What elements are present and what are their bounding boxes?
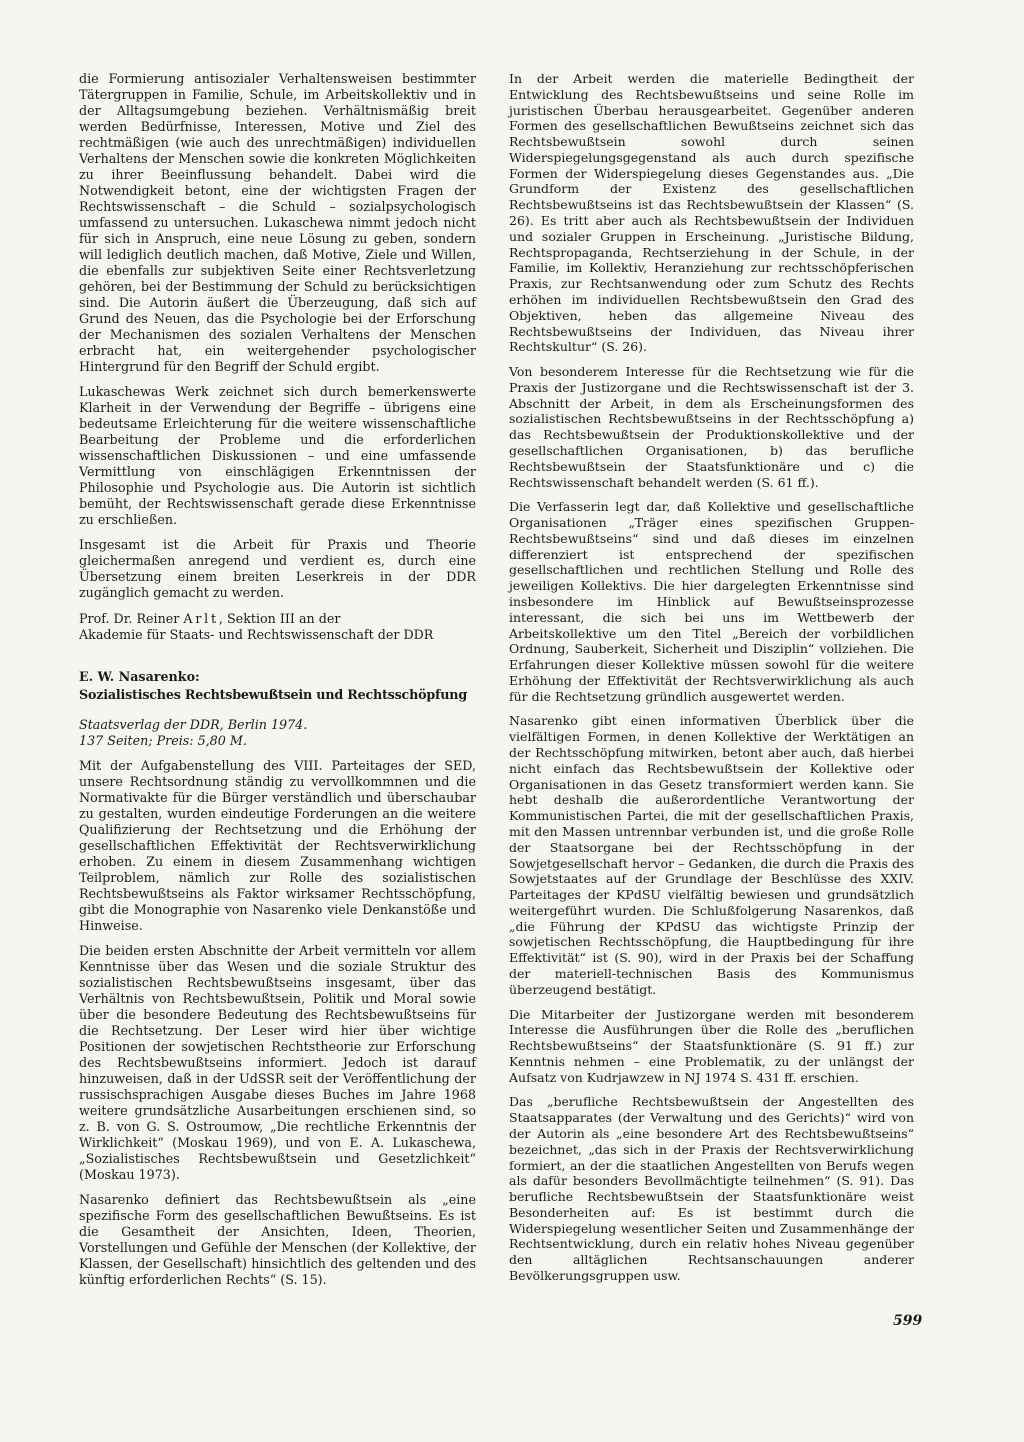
signature-prefix: Prof. Dr. Reiner bbox=[79, 610, 184, 626]
signature-suffix: , Sektion III an der bbox=[218, 610, 341, 626]
paragraph: Mit der Aufgabenstellung des VIII. Parteitages der SED, unsere Rechtsordnung ständig zu vervollkommnen und die Normativakte für die Bürger verständlich und überschaubar zu gestalten, wurden eindeutige Forderungen an die weitere Qualifizierung der Rechtsetzung und die Erhöhung der gesellschaftlichen Effektivität der Rechtsverwirklichung erhoben. Zu einem in diesem Zusammenhang wichtigen Teilproblem, nämlich zur Rolle des sozialistischen Rechtsbewußtseins als Faktor wirksamer Rechtsschöpfung, gibt die Monographie von Nasarenko viele Denkanstöße und Hinweise. bbox=[79, 757, 476, 933]
paragraph: Insgesamt ist die Arbeit für Praxis und Theorie gleichermaßen anregend und verdient es, durch eine Übersetzung einem breiten Leserkreis in der DDR zugänglich gemacht zu werden. bbox=[79, 537, 476, 601]
paragraph: Nasarenko gibt einen informativen Überblick über die vielfältigen Formen, in denen Kollektive der Werktätigen an der Rechtsschöpfung mitwirken, betont aber auch, daß hierbei nicht einfach das Rechtsbewußtsein der Kollektive oder Organisationen in das Gesetz transformiert werden kann. Sie hebt deshalb die außerordentliche Verantwortung der Kommunistischen Partei, die mit der gesellschaftlichen Praxis, mit den Massen untrennbar verbunden ist, und die große Rolle der Staatsorgane bei der Rechtsschöpfung in der Sowjetgesellschaft hervor – Gedanken, die durch die Praxis des Sowjetstaates auf der Grundlage der Beschlüsse des XXIV. Parteitages der KPdSU vielfältig bewiesen und grundsätzlich weitergeführt wurden. Die Schlußfolgerung Nasarenkos, daß „die Führung der KPdSU das wichtigste Prinzip der sowjetischen Rechtsschöpfung, die Hauptbedingung für ihre Effektivität“ ist (S. 90), wird in der Praxis bei der Schaffung der materiell-technischen Basis des Kommunismus überzeugend bestätigt. bbox=[509, 713, 914, 997]
publisher: Staatsverlag der DDR, Berlin 1974. bbox=[79, 716, 308, 732]
signature-name: Arlt bbox=[183, 610, 219, 626]
left-column bbox=[79, 71, 476, 1297]
paragraph: Nasarenko definiert das Rechtsbewußtsein als „eine spezifische Form des gesellschaftlichen Bewußtseins. Es ist die Gesamtheit der Ansichten, Ideen, Theorien, Vorstellungen und Gefühle der Menschen (der Kollektive, der Klassen, der Gesellschaft) hinsichtlich des geltenden und des künftig erforderlichen Rechts“ (S. 15). bbox=[79, 1192, 476, 1288]
paragraph: Das „berufliche Rechtsbewußtsein der Angestellten des Staatsapparates (der Verwaltung und des Gerichts)“ wird von der Autorin als „eine besondere Art des Rechtsbewußtseins“ bezeichnet, „das sich in der Praxis der Rechtsverwirklichung formiert, an der die staatlichen Angestellten von Berufs wegen als dafür besonders Bevollmächtigte teilnehmen“ (S. 91). Das berufliche Rechtsbewußtsein der Staatsfunktionäre weist Besonderheiten auf: Es ist bestimmt durch die Widerspiegelung wesentlicher Seiten und Zusammenhänge der Rechtsentwicklung, durch ein relativ hohes Niveau gegenüber den alltäglichen Rechtsanschauungen anderer Bevölkerungsgruppen usw. bbox=[509, 1094, 914, 1284]
page-number: 599 bbox=[893, 1313, 923, 1329]
paragraph: die Formierung antisozialer Verhaltensweisen bestimmter Tätergruppen in Familie, Schule, im Arbeitskollektiv und in der Alltagsumgebung beziehen. Verhältnismäßig breit werden Bedürfnisse, Interessen, Motive und Ziel des rechtmäßigen (wie auch des unrechtmäßigen) individuellen Verhaltens der Menschen sowie die konkreten Möglichkeiten zu ihrer Beeinflussung behandelt. Dabei wird die Notwendigkeit betont, eine der wichtigsten Fragen der Rechtswissenschaft – die Schuld – sozialpsychologisch umfassend zu untersuchen. Lukaschewa nimmt jedoch nicht für sich in Anspruch, eine neue Lösung zu geben, sondern will lediglich deutlich machen, daß Motive, Ziele und Willen, die ebenfalls zur subjektiven Seite einer Rechtsverletzung gehören, bei der Bestimmung der Schuld zu berücksichtigen sind. Die Autorin äußert die Überzeugung, daß sich auf Grund des Neuen, das die Psychologie bei der Erforschung der Mechanismen des sozialen Verhaltens der Menschen erbracht hat, ein weitergehender psychologischer Hintergrund für den Begriff der Schuld ergibt. bbox=[79, 71, 476, 375]
paragraph: Die Mitarbeiter der Justizorgane werden mit besonderem Interesse die Ausführungen über die Rolle des „beruflichen Rechtsbewußtseins“ der Staatsfunktionäre (S. 91 ff.) zur Kenntnis nehmen – eine Problematik, zu der unlängst der Aufsatz von Kudrjawzew in NJ 1974 S. 431 ff. erschien. bbox=[509, 1006, 914, 1085]
signature-affiliation: Akademie für Staats- und Rechtswissenschaft der DDR bbox=[79, 626, 434, 642]
paragraph: Die Verfasserin legt dar, daß Kollektive und gesellschaftliche Organisationen „Träger eines spezifischen Gruppen-Rechtsbewußtseins“ sind und daß dieses im einzelnen differenziert ist entsprechend der spezifischen gesellschaftlichen und rechtlichen Stellung und Rolle des jeweiligen Kollektivs. Die hier dargelegten Erkenntnisse sind insbesondere im Hinblick auf Bewußtseinsprozesse interessant, die sich bei uns im Wettbewerb der Arbeitskollektive um den Titel „Bereich der vorbildlichen Ordnung, Sauberkeit, Sicherheit und Disziplin“ vollziehen. Die Erfahrungen dieser Kollektive müssen sowohl für die weitere Erhöhung der Effektivität der Rechtsverwirklichung als auch für die Rechtsetzung gründlich ausgewertet werden. bbox=[509, 499, 914, 704]
right-column bbox=[509, 71, 914, 1293]
review-author: E. W. Nasarenko: bbox=[79, 668, 200, 684]
reviewer-signature bbox=[79, 611, 476, 643]
paragraph: Die beiden ersten Abschnitte der Arbeit vermitteln vor allem Kenntnisse über das Wesen und die soziale Struktur des sozialistischen Rechtsbewußtseins insgesamt, über das Verhältnis von Rechtsbewußtsein, Politik und Moral sowie über die besondere Bedeutung des Rechtsbewußtseins für die Rechtsetzung. Der Leser wird hier über wichtige Positionen der sowjetischen Rechtstheorie zur Erforschung des Rechtsbewußtseins informiert. Jedoch ist darauf hinzuweisen, daß in der UdSSR seit der Veröffentlichung der russischsprachigen Ausgabe dieses Buches im Jahre 1968 weitere grundsätzliche Ausarbeitungen erschienen sind, so z. B. von G. S. Ostroumow, „Die rechtliche Erkenntnis der Wirklichkeit“ (Moskau 1969), und von E. A. Lukaschewa, „Sozialistisches Rechtsbewußtsein und Gesetzlichkeit“ (Moskau 1973). bbox=[79, 942, 476, 1182]
publication-info bbox=[79, 717, 476, 749]
pages-price: 137 Seiten; Preis: 5,80 M. bbox=[79, 732, 247, 748]
paragraph: Lukaschewas Werk zeichnet sich durch bemerkenswerte Klarheit in der Verwendung der Begriffe – übrigens eine bedeutsame Erleichterung für die weitere wissenschaftliche Bearbeitung der Probleme und die erforderlichen wissenschaftlichen Diskussionen – und eine umfassende Vermittlung von einschlägigen Erkenntnissen der Philosophie und Psychologie aus. Die Autorin ist sichtlich bemüht, der Rechtswissenschaft gerade diese Erkenntnisse zu erschließen. bbox=[79, 384, 476, 528]
review-book-title: Sozialistisches Rechtsbewußtsein und Rechtsschöpfung bbox=[79, 686, 468, 702]
paragraph: Von besonderem Interesse für die Rechtsetzung wie für die Praxis der Justizorgane und die Rechtswissenschaft ist der 3. Abschnitt der Arbeit, in dem als Erscheinungsformen des sozialistischen Rechtsbewußtseins in der Rechtsschöpfung a) das Rechtsbewußtsein der Produktionskollektive und der gesellschaftlichen Organisationen, b) das berufliche Rechtsbewußtsein der Staatsfunktionäre und c) die Rechtswissenschaft behandelt werden (S. 61 ff.). bbox=[509, 364, 914, 490]
paragraph: In der Arbeit werden die materielle Bedingtheit der Entwicklung des Rechtsbewußtseins und seine Rolle im juristischen Überbau herausgearbeitet. Gegenüber anderen Formen des gesellschaftlichen Bewußtseins zeichnet sich das Rechtsbewußtsein sowohl durch seinen Widerspiegelungsgegenstand als auch durch spezifische Formen der Widerspiegelung dieses Gegenstandes aus. „Die Grundform der Existenz des gesellschaftlichen Rechtsbewußtseins ist das Rechtsbewußtsein der Klassen“ (S. 26). Es tritt aber auch als Rechtsbewußtsein der Individuen und sozialer Gruppen in Erscheinung. „Juristische Bildung, Rechtspropaganda, Rechtserziehung in der Schule, in der Familie, im Kollektiv, Heranziehung zur rechtsschöpferischen Praxis, zur Rechtsanwendung oder zum Schutz des Rechts erhöhen im individuellen Rechtsbewußtsein den Grad des Objektiven, heben das allgemeine Niveau des Rechtsbewußtseins der Individuen, das Niveau ihrer Rechtskultur“ (S. 26). bbox=[509, 71, 914, 355]
